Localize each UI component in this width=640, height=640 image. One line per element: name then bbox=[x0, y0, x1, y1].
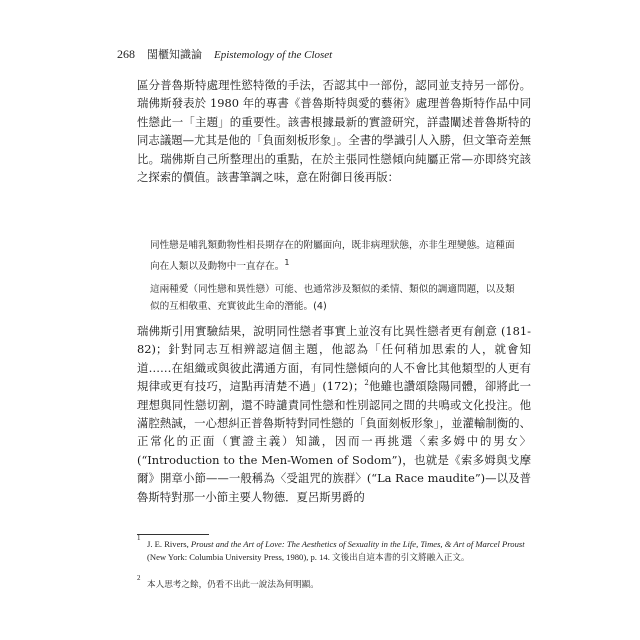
book-title-chinese: 閨櫃知識論 bbox=[147, 48, 202, 61]
block-quote-2-text: 這兩種愛（同性戀和異性戀）可能、也通常涉及類似的柔情、類似的調適問題，以及類似的互相敬重、充實彼此生命的潛能。(4) bbox=[150, 284, 515, 312]
footnote-2: 2 本人思考之餘，仍看不出此一說法為何明顯。 bbox=[137, 578, 531, 591]
footnote-1-author: J. E. Rivers, bbox=[147, 539, 191, 549]
block-quote-1-text: 同性戀是哺乳類動物性相長期存在的附屬面向，既非病理狀態，亦非生理變態。這種面向在人類以及動物中一直存在。 bbox=[150, 240, 515, 273]
paragraph-2-part-b: 他雖也讚頌陰陽同體，卻將此一理想與同性戀切割，還不時譴責同性戀和性別認同之間的共鳴或文化投注。他滿腔熱誠，一心想糾正普魯斯特對同性戀的「負面刻板形象」，並灌輸制衡的、正常化的正面（實證主義）知識，因而一再挑選〈索多姆中的男女〉(“Introduction to the Men-Women of Sodom”)，也就是《索多姆與戈摩爾》開章小節——一般稱為〈受詛咒的族群〉(“La Race maudite”)—以及普魯斯特對那一小節主要人物德．夏呂斯男爵的 bbox=[137, 379, 531, 504]
body-text-bottom bbox=[137, 322, 531, 506]
footnote-1: 1 J. E. Rivers, Proust and the Art of Love: The Aesthetics of Sexuality in the Life, Times, & Art of Marcel Proust (New York: Columbia University Press, 1980), p. 14. 文後出自這本書的引文將融入正文。 bbox=[137, 534, 525, 562]
footnote-ref-1[interactable]: 1 bbox=[284, 258, 290, 267]
footnote-divider bbox=[137, 534, 209, 535]
paragraph-1: 區分普魯斯特處理性慾特徵的手法，否認其中一部份，認同並支持另一部份。瑞佛斯發表於 1980 年的專書《普魯斯特與愛的藝術》處理普魯斯特作品中同性戀此一「主題」的重要性。該書根據最新的實證研究，詳盡闡述普魯斯特的同志議題—尤其是他的「負面刻板形象」。全書的學識引人入勝，但文筆奇差無比。瑞佛斯自己所整理出的重點，在於主張同性戀傾向純屬正常—亦即終究該之探索的價值。該書筆調之味，意在附御日後再版： bbox=[137, 78, 531, 185]
paragraph-2 bbox=[137, 322, 531, 506]
paragraph-2-part-a: 瑞佛斯引用實驗結果，說明同性戀者事實上並沒有比異性戀者更有創意 (181-82)；針對同志互相辨認這個主題，他認為「任何稍加思索的人，就會知道……在組織或與彼此溝通方面，有同性戀傾向的人不會比其他類型的人更有規律或更有技巧，這點再清楚不過」(172)； bbox=[137, 324, 531, 394]
footnote-1-publication: (New York: Columbia University Press, 1980), p. 14. 文後出自這本書的引文將融入正文。 bbox=[147, 552, 470, 562]
book-title-english: Epistemology of the Closet bbox=[214, 49, 333, 61]
block-quote-2 bbox=[150, 281, 520, 315]
footnote-1-title: Proust and the Art of Love: The Aesthetics of Sexuality in the Life, Times, & Art of Marcel Proust bbox=[190, 539, 525, 549]
body-text-top bbox=[137, 76, 531, 186]
footnote-2-text: 本人思考之餘，仍看不出此一說法為何明顯。 bbox=[147, 579, 319, 589]
footnote-ref-2[interactable]: 2 bbox=[364, 379, 369, 388]
running-header bbox=[117, 46, 332, 62]
page-number: 268 bbox=[117, 47, 135, 61]
block-quote-1 bbox=[150, 237, 520, 275]
